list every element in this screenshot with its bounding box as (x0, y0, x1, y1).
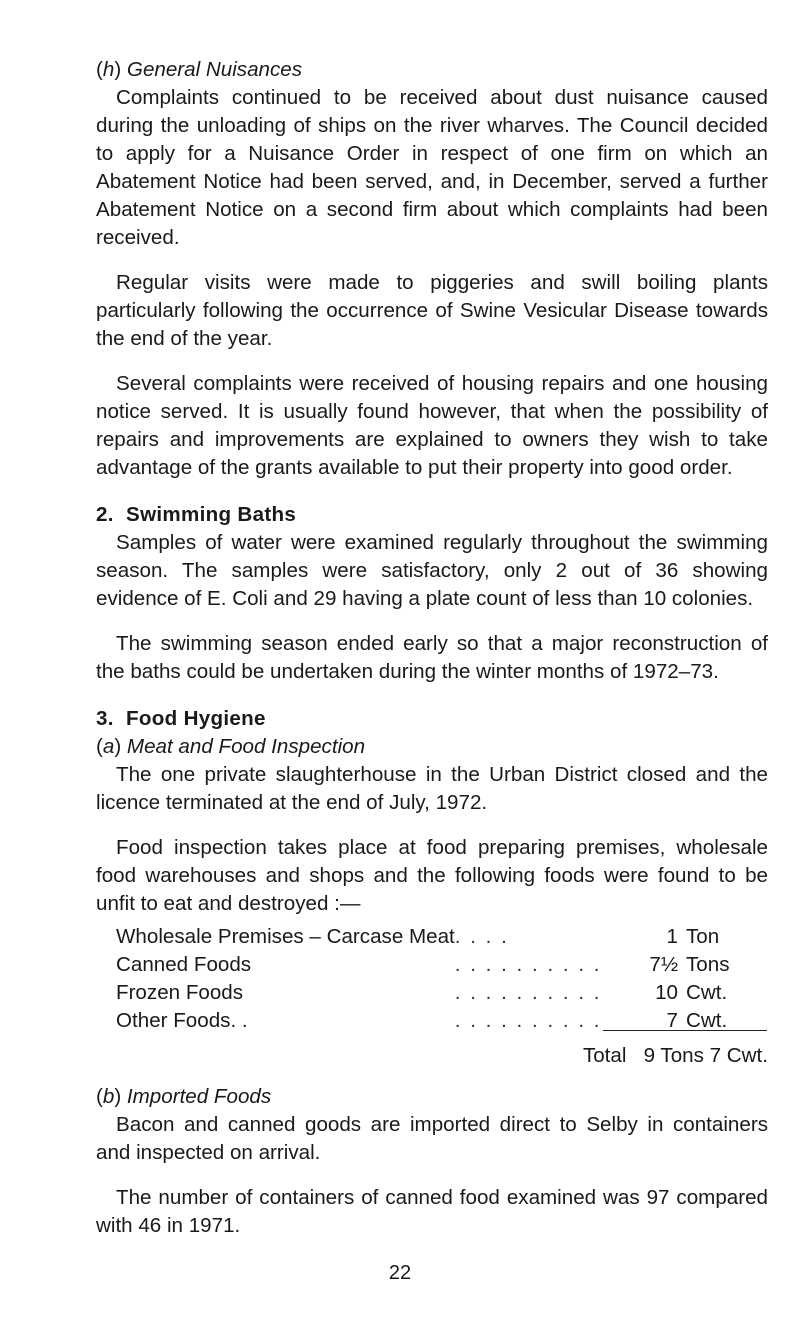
leader-dots: . . . . . . . . . . (454, 981, 602, 1004)
food-unit: Tons (686, 953, 730, 976)
food-quantity: 10 (655, 981, 678, 1004)
food-unit: Ton (686, 925, 720, 948)
page-body (96, 56, 768, 1035)
subsection-h-title: General Nuisances (126, 58, 303, 81)
section-2-title: Swimming Baths (126, 503, 297, 526)
paragraph: Samples of water were examined regularly throughout the swimming season. The samples were satisfactory, only 2 out of 36 showing evidence of E. Coli and 29 having a plate count of less than 10 colonies. (96, 531, 768, 610)
paragraph: Regular visits were made to piggeries and swill boiling plants particularly following the occurrence of Swine Vesicular Disease towards the end of the year. (96, 271, 768, 350)
leader-dots: . . . . . . . . . . (454, 1009, 602, 1032)
total-label: Total (582, 1044, 627, 1067)
food-item: Canned Foods (116, 953, 252, 976)
section-3-number: 3. (96, 707, 114, 730)
paragraph: Several complaints were received of housing repairs and one housing notice served. It is usually found however, that when the possibility of repairs and improvements are explained to owners they wish to take advantage of the grants available to put their property into good order. (96, 372, 768, 479)
subsection-b-title: Imported Foods (126, 1085, 272, 1108)
subsection-h-heading: (h) General Nuisances (96, 58, 303, 81)
total-rule (603, 1030, 767, 1031)
section-3-title: Food Hygiene (126, 707, 266, 730)
food-unit: Cwt. (686, 981, 728, 1004)
paragraph: Food inspection takes place at food preparing premises, wholesale food warehouses and shops and the following foods were found to be unfit to eat and destroyed :— (96, 836, 768, 915)
table-row (96, 979, 766, 1007)
subsection-h-label: h (102, 58, 115, 81)
paragraph: The number of containers of canned food examined was 97 compared with 46 in 1971. (96, 1186, 768, 1237)
section-3-heading (96, 705, 768, 733)
paragraph: The one private slaughterhouse in the Urban District closed and the licence terminated at the end of July, 1972. (96, 763, 768, 814)
total-row (583, 1042, 768, 1070)
section-2-heading (96, 501, 768, 529)
subsection-a-label: a (102, 735, 115, 758)
paragraph: The swimming season ended early so that a major reconstruction of the baths could be undertaken during the winter months of 1972–73. (96, 632, 768, 683)
total-value: 9 Tons 7 Cwt. (643, 1044, 768, 1067)
table-row (96, 951, 766, 979)
food-item: Other Foods. . (116, 1009, 248, 1032)
paragraph: Bacon and canned goods are imported direct to Selby in containers and inspected on arrival. (96, 1113, 768, 1164)
subsection-a-heading: (a) Meat and Food Inspection (96, 735, 366, 758)
section-2-number: 2. (96, 503, 114, 526)
food-item: Wholesale Premises – Carcase Meat (116, 925, 455, 948)
subsection-b-heading: (b) Imported Foods (96, 1085, 272, 1108)
table-row (96, 923, 766, 951)
imported-foods-block (96, 1083, 768, 1240)
food-item: Frozen Foods (116, 981, 244, 1004)
food-unit: Cwt. (686, 1009, 728, 1032)
food-quantity: 1 (666, 925, 678, 948)
subsection-a-title: Meat and Food Inspection (126, 735, 366, 758)
destroyed-foods-table (96, 923, 766, 1035)
leader-dots: . . . . . . . . . . (454, 953, 602, 976)
food-quantity: 7 (666, 1009, 678, 1032)
paragraph: Complaints continued to be received about dust nuisance caused during the unloading of ships on the river wharves. The Council decided to apply for a Nuisance Order in respect of one firm on which an Abatement Notice had been served, and, in December, served a further Abatement Notice on a second firm about which complaints had been received. (96, 86, 768, 249)
food-quantity: 7½ (649, 953, 678, 976)
leader-dots: . . . . (454, 925, 509, 948)
page-number: 22 (388, 1262, 412, 1284)
subsection-b-label: b (102, 1085, 115, 1108)
